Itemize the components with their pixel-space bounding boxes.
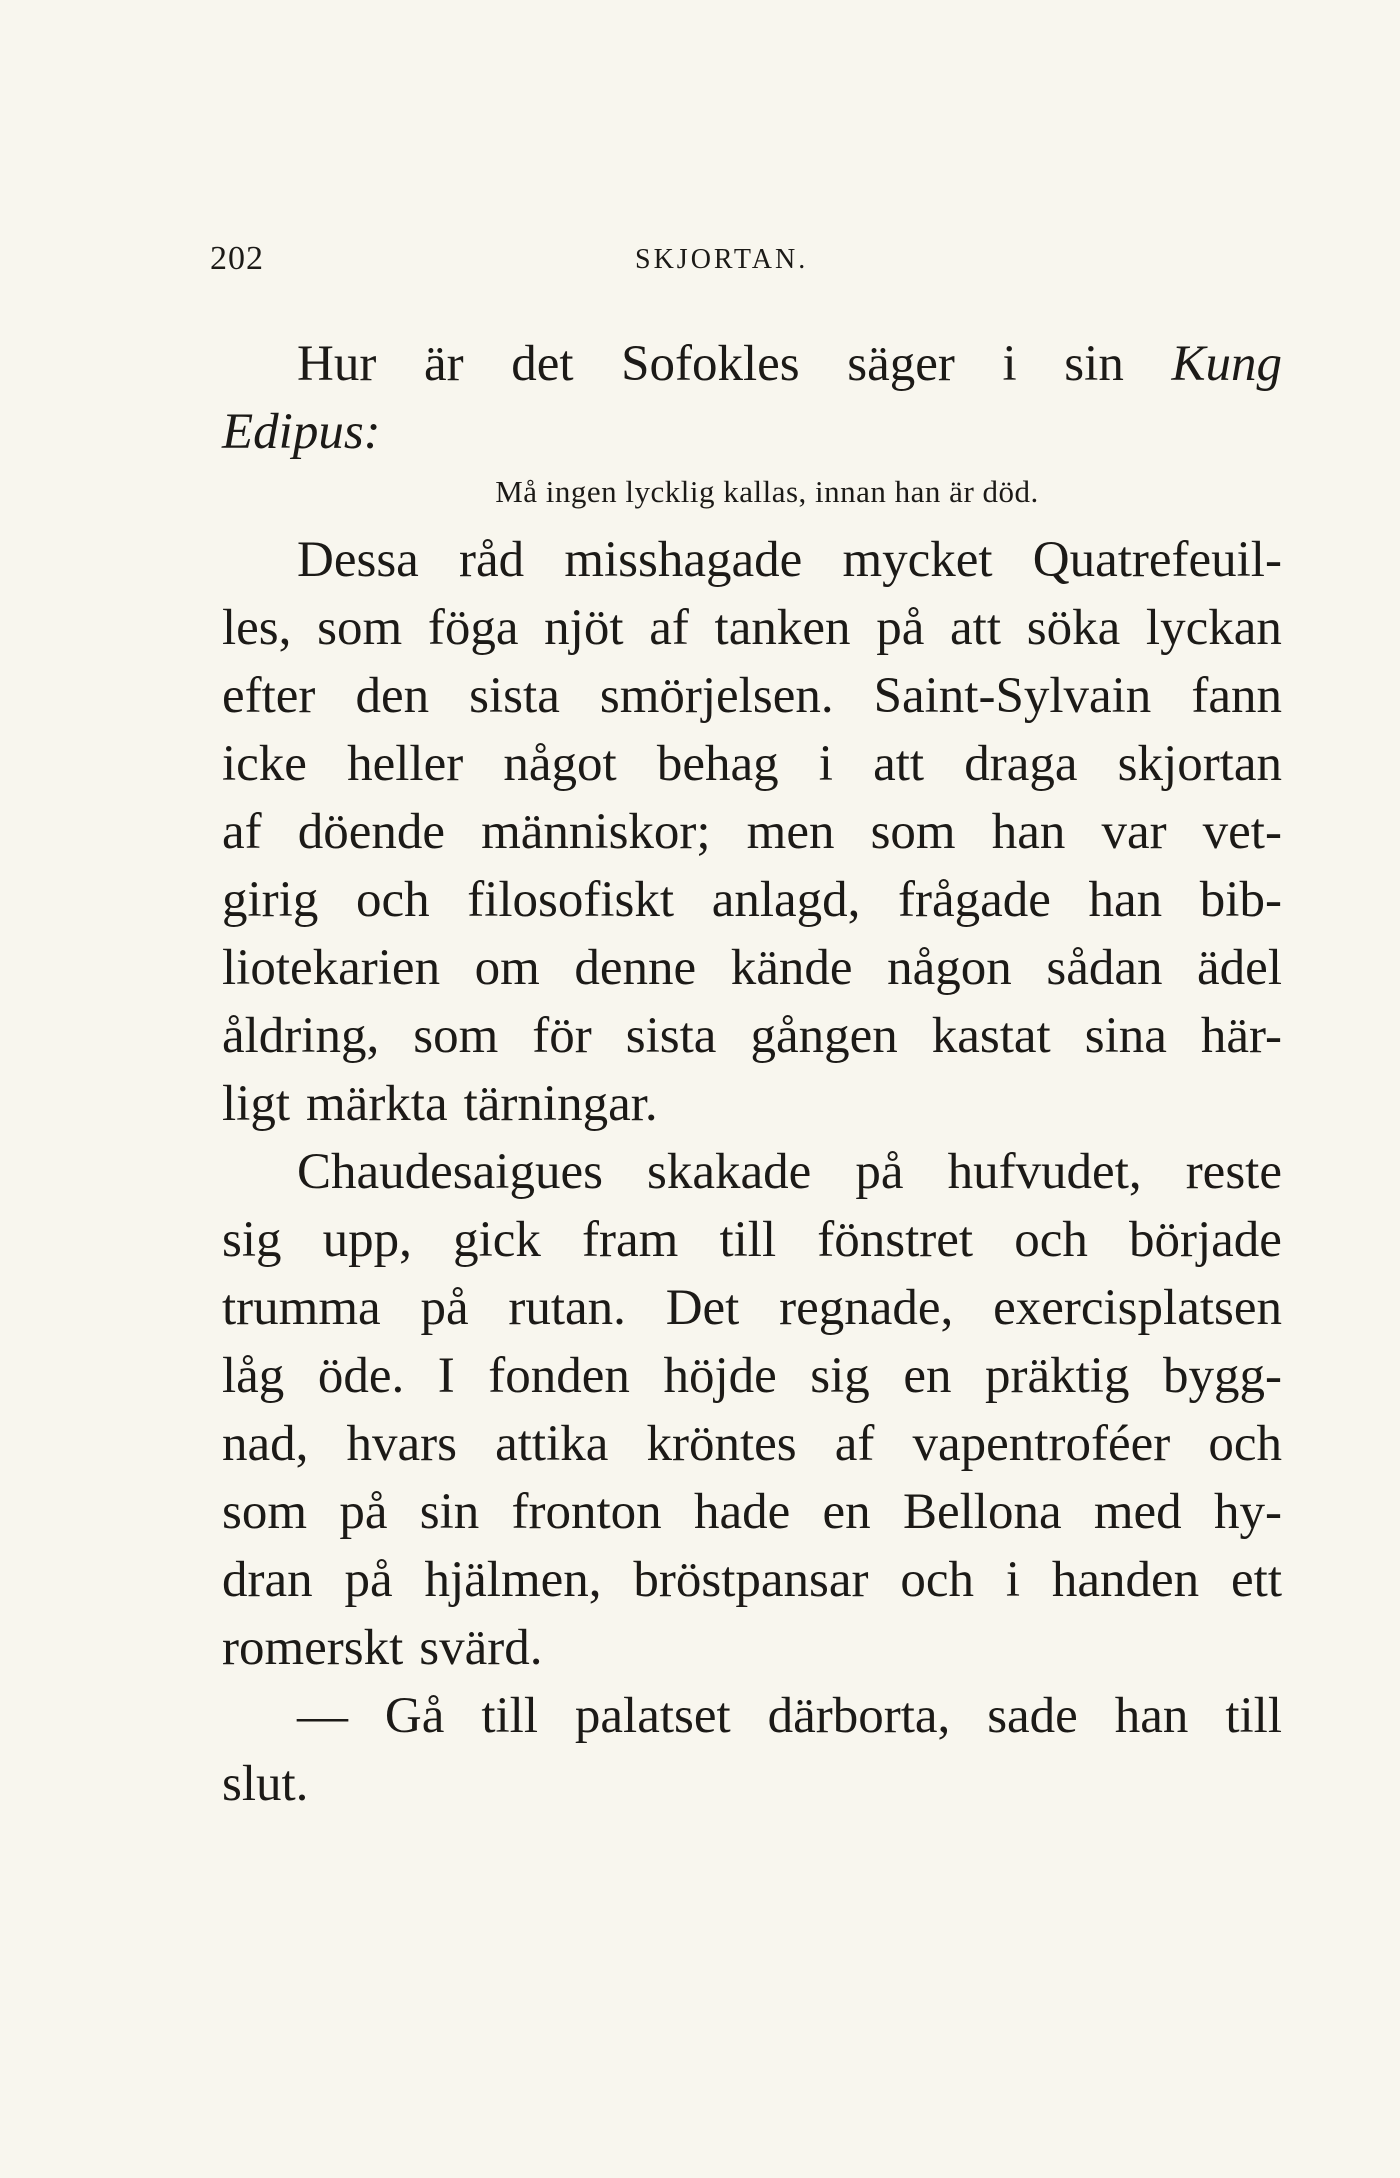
text-line [222,866,1282,934]
word: på [876,600,925,656]
word: någon [887,940,1012,996]
word: här- [1200,1008,1282,1064]
word: öde. [317,1348,405,1404]
word: njöt [544,600,624,656]
word: trumma [222,1280,381,1336]
text-line [222,398,1282,466]
word: girig [222,872,319,928]
word: mycket [842,532,993,588]
word: handen [1051,1552,1200,1608]
word: kröntes [646,1416,797,1472]
word: det [511,336,574,392]
running-title: SKJORTAN. [635,244,809,275]
word: i [1005,1552,1021,1608]
word: sista [625,1008,717,1064]
word: bib- [1199,872,1282,928]
word: skakade [647,1144,812,1200]
word: misshagade [564,532,803,588]
word: draga [964,736,1078,792]
text-line [222,934,1282,1002]
word: hade [693,1484,791,1540]
word: — [297,1688,348,1744]
word: frågade [898,872,1051,928]
word: på [855,1144,904,1200]
word: vapentroféer [912,1416,1171,1472]
word: höjde [663,1348,777,1404]
text-line [222,330,1282,398]
word: af [649,600,689,656]
word: kastat [931,1008,1051,1064]
word: till [1225,1688,1282,1744]
word: fram [582,1212,679,1268]
word: föga [427,600,519,656]
word: råd [459,532,525,588]
word: rutan. [508,1280,626,1336]
word: hvars [346,1416,457,1472]
word: af [222,804,262,860]
word: en [903,1348,952,1404]
word: dran [222,1552,313,1608]
word: den [355,668,430,724]
word: är [423,336,464,392]
word: fonden [488,1348,630,1404]
word: bygg- [1163,1348,1282,1404]
text-line [222,1070,1282,1138]
word: till [481,1688,538,1744]
word: en [822,1484,871,1540]
page-header [210,240,1280,290]
word: Sofokles [621,336,800,392]
word: icke [222,736,307,792]
word: var [1101,804,1167,860]
word: nad, [222,1416,309,1472]
word: Hur [297,336,377,392]
word: gick [453,1212,541,1268]
word: regnade, [779,1280,954,1336]
word: men [746,804,835,860]
word: för [532,1008,592,1064]
page-number: 202 [210,240,264,277]
word: attika [495,1416,609,1472]
text-line [222,1614,1282,1682]
word: Quatrefeuil- [1032,532,1282,588]
word: Saint-Sylvain [873,668,1152,724]
text-line [222,1002,1282,1070]
word: åldring, [222,1008,380,1064]
word: skjortan [1117,736,1282,792]
word: präktig [985,1348,1130,1404]
text-line [222,1750,1282,1818]
word: upp, [322,1212,412,1268]
word: tanken [714,600,851,656]
word: sista [469,668,560,724]
word: han [991,804,1066,860]
word: sig [810,1348,870,1404]
word: efter [222,668,316,724]
word: söka [1026,600,1121,656]
word: slut. [222,1756,309,1812]
word: som [870,804,956,860]
word: på [344,1552,393,1608]
word: i [1002,336,1017,392]
word: att [950,600,1002,656]
text-line [222,1682,1282,1750]
word: han [1088,872,1163,928]
word: och [355,872,430,928]
word: Gå [384,1688,445,1744]
word: som [413,1008,499,1064]
word: gången [750,1008,898,1064]
word: fönstret [817,1212,974,1268]
word: Kung [1171,336,1282,392]
word: filosofiskt [467,872,675,928]
text-line [222,1546,1282,1614]
word: med [1093,1484,1182,1540]
word: smörjelsen. [599,668,834,724]
word: af [834,1416,875,1472]
word: till [719,1212,777,1268]
word: sig [222,1212,282,1268]
word: liotekarien [222,940,441,996]
word: och [1208,1416,1282,1472]
word: sina [1084,1008,1167,1064]
word: heller [347,736,464,792]
word: i [818,736,833,792]
text-line [222,594,1282,662]
word: Edipus: [222,404,381,460]
word: Dessa [297,532,419,588]
word: sade [987,1688,1078,1744]
text-line [222,1478,1282,1546]
text-line [222,730,1282,798]
word: började [1128,1212,1282,1268]
word: människor; [481,804,711,860]
word: sin [1064,336,1124,392]
word: och [900,1552,974,1608]
word: denne [574,940,697,996]
word: på [339,1484,388,1540]
word: hufvudet, [947,1144,1142,1200]
text-line [222,662,1282,730]
word: Bellona [902,1484,1062,1540]
word: reste [1185,1144,1282,1200]
text-line [222,1342,1282,1410]
word: säger [847,336,955,392]
word: svärd. [419,1620,543,1676]
word: I [437,1348,455,1404]
word: som [222,1484,308,1540]
word: ädel [1197,940,1282,996]
word: han [1114,1688,1189,1744]
text-line [222,1410,1282,1478]
word: och [1014,1212,1088,1268]
word: palatset [574,1688,731,1744]
text-line [222,1138,1282,1206]
word: Chaudesaigues [297,1144,603,1200]
body-text [222,330,1282,1818]
word: behag [656,736,779,792]
word: tärningar. [463,1076,658,1132]
word: exercisplatsen [993,1280,1282,1336]
word: les, [222,600,292,656]
word: anlagd, [711,872,861,928]
word: på [420,1280,469,1336]
word: romerskt [222,1620,404,1676]
quotation-line: Må ingen lycklig kallas, innan han är död. [495,474,1039,509]
word: döende [297,804,445,860]
word: lyckan [1145,600,1282,656]
word: sin [419,1484,480,1540]
word: vet- [1202,804,1282,860]
word: om [474,940,540,996]
word: som [317,600,403,656]
word: att [873,736,925,792]
word: låg [222,1348,285,1404]
word: kände [730,940,853,996]
word: fann [1191,668,1282,724]
word: hjälmen, [424,1552,602,1608]
word: ligt [222,1076,291,1132]
word: därborta, [767,1688,951,1744]
word: fronton [511,1484,662,1540]
text-line [222,526,1282,594]
word: ett [1231,1552,1282,1608]
word: sådan [1046,940,1163,996]
word: bröstpansar [633,1552,869,1608]
word: något [503,736,617,792]
word: märkta [306,1076,448,1132]
text-line [222,1206,1282,1274]
word: Det [665,1280,740,1336]
text-line [222,798,1282,866]
word: hy- [1213,1484,1282,1540]
text-line [222,1274,1282,1342]
